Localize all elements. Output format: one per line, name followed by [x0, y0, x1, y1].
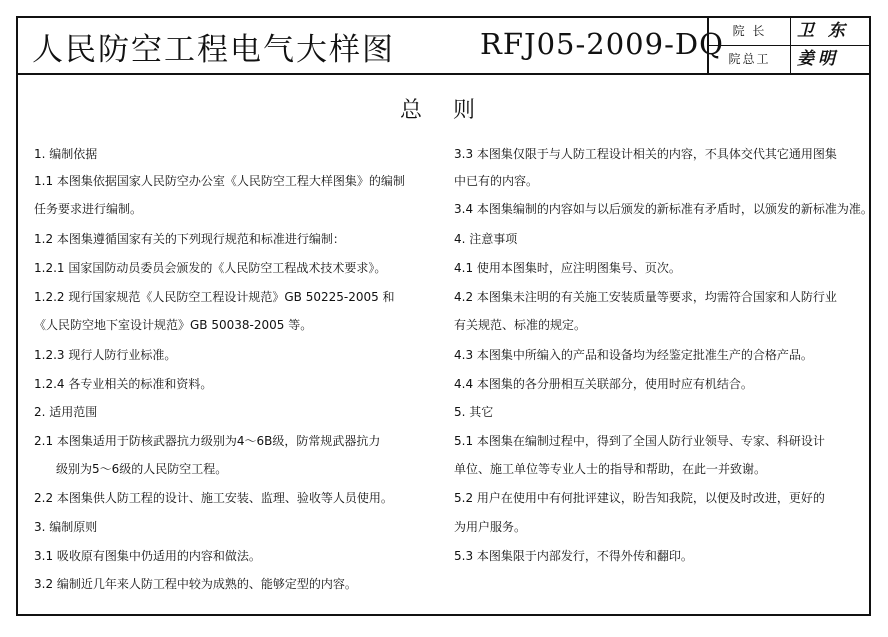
text-line: 2.1 本图集适用于防核武器抗力级别为4～6B级，防常规武器抗力: [34, 434, 381, 448]
text-line: 3. 编制原则: [34, 520, 98, 534]
drawing-sheet: [16, 16, 871, 616]
atlas-code: RFJ05-2009-DQ: [480, 27, 724, 61]
text-line: 2. 适用范围: [34, 405, 98, 419]
text-line: 1. 编制依据: [34, 147, 98, 161]
text-line: 1.2 本图集遵循国家有关的下列现行规范和标准进行编制：: [34, 232, 345, 246]
signature-label: 院 长: [709, 18, 791, 45]
signature-table: [707, 18, 869, 73]
text-line: 5.2 用户在使用中有何批评建议，盼告知我院，以便及时改进，更好的: [454, 491, 825, 505]
signature-label: 院总工: [709, 46, 791, 73]
text-line: 4.4 本图集的各分册相互关联部分，使用时应有机结合。: [454, 377, 753, 391]
title-block: [18, 18, 869, 75]
text-line: 4. 注意事项: [454, 232, 518, 246]
signature-name: 姜明: [797, 49, 839, 69]
text-line: 5.1 本图集在编制过程中，得到了全国人防行业领导、专家、科研设计: [454, 434, 825, 448]
section-title: 总 则: [400, 98, 487, 123]
text-line: 单位、施工单位等专业人士的指导和帮助，在此一并致谢。: [454, 462, 767, 476]
text-line: 级别为5～6级的人民防空工程。: [56, 462, 228, 476]
drawing-title: 人民防空工程电气大样图: [32, 32, 395, 68]
text-line: 3.1 吸收原有图集中仍适用的内容和做法。: [34, 549, 261, 563]
text-line: 4.2 本图集未注明的有关施工安装质量等要求，均需符合国家和人防行业: [454, 290, 837, 304]
text-line: 3.3 本图集仅限于与人防工程设计相关的内容，不具体交代其它通用图集: [454, 147, 837, 161]
text-line: 《人民防空地下室设计规范》GB 50038-2005 等。: [34, 318, 313, 332]
text-line: 5.3 本图集限于内部发行，不得外传和翻印。: [454, 549, 693, 563]
text-line: 4.1 使用本图集时，应注明图集号、页次。: [454, 261, 681, 275]
text-line: 5. 其它: [454, 405, 494, 419]
text-line: 2.2 本图集供人防工程的设计、施工安装、监理、验收等人员使用。: [34, 491, 393, 505]
text-line: 1.2.2 现行国家规范《人民防空工程设计规范》GB 50225-2005 和: [34, 290, 395, 304]
text-line: 1.2.3 现行人防行业标准。: [34, 348, 177, 362]
signature-row-chief-engineer: [709, 46, 869, 73]
signature-name: 卫 东: [797, 21, 849, 41]
text-line: 为用户服务。: [454, 520, 527, 534]
text-line: 3.2 编制近几年来人防工程中较为成熟的、能够定型的内容。: [34, 577, 357, 591]
text-line: 中已有的内容。: [454, 174, 539, 188]
signature-row-president: [709, 18, 869, 46]
text-line: 3.4 本图集编制的内容如与以后颁发的新标准有矛盾时，以颁发的新标准为准。: [454, 202, 873, 216]
text-line: 4.3 本图集中所编入的产品和设备均为经鉴定批准生产的合格产品。: [454, 348, 813, 362]
text-line: 任务要求进行编制。: [34, 202, 143, 216]
text-line: 1.2.1 国家国防动员委员会颁发的《人民防空工程战术技术要求》。: [34, 261, 387, 275]
text-line: 1.1 本图集依据国家人民防空办公室《人民防空工程大样图集》的编制: [34, 174, 405, 188]
text-line: 有关规范、标准的规定。: [454, 318, 587, 332]
text-line: 1.2.4 各专业相关的标准和资料。: [34, 377, 213, 391]
